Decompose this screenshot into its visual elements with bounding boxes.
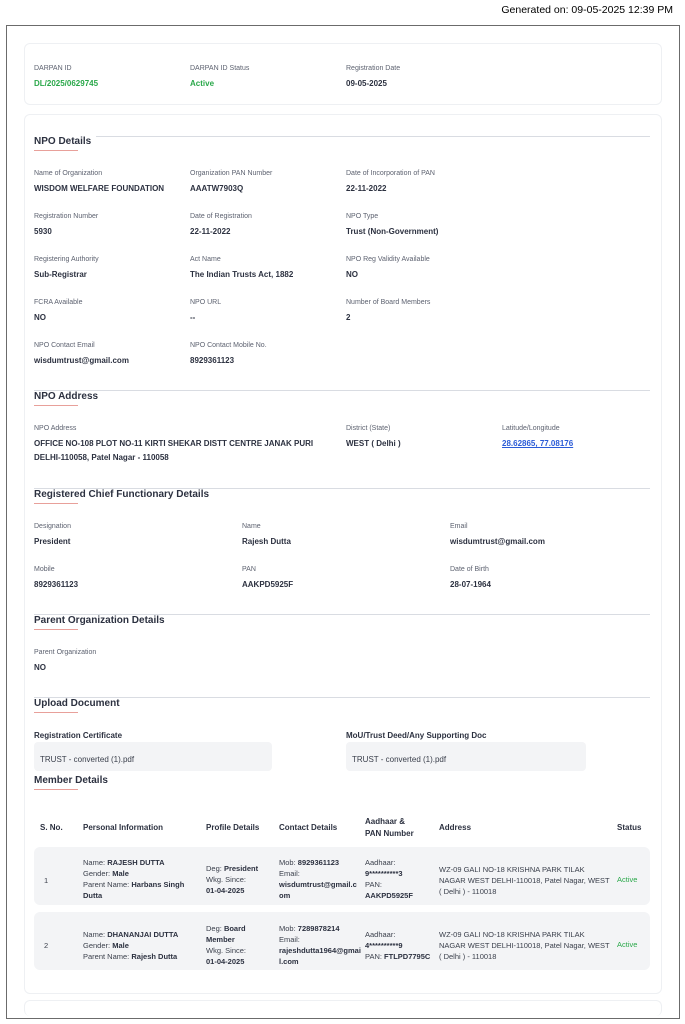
member-email: wisdumtrust@gmail.com: [279, 880, 357, 900]
chief-email-value: wisdumtrust@gmail.com: [450, 537, 545, 546]
chief-mobile-value: 8929361123: [34, 580, 79, 589]
org-name-value: WISDOM WELFARE FOUNDATION: [34, 184, 165, 193]
row-aadhaar-pan: [365, 857, 437, 901]
mob-label: Mob:: [279, 924, 296, 933]
col-personal-info: Personal Information: [83, 823, 164, 832]
member-designation: President: [223, 864, 259, 873]
row-address: WZ-09 GALI NO-18 KRISHNA PARK TILAK NAGAR WEST DELHI-110018, Patel Nagar, WEST ( Delhi ) - 110018: [439, 865, 610, 896]
npo-url-label: NPO URL: [190, 299, 222, 306]
npo-address-value: OFFICE NO-108 PLOT NO-11 KIRTI SHEKAR DISTT CENTRE JANAK PURI DELHI-110058, Patel Nagar - 110058: [34, 439, 314, 462]
member-mobile: 8929361123: [297, 858, 340, 867]
gender-label: Gender:: [83, 941, 111, 950]
name-label: Name:: [83, 930, 106, 939]
reg-validity-label: NPO Reg Validity Available: [346, 256, 430, 263]
footer-card: [24, 1000, 662, 1016]
chief-pan-label: PAN: [242, 566, 256, 573]
npo-address-top-divider: [34, 390, 650, 391]
npo-address-underline: [34, 405, 78, 406]
status-badge: Active: [617, 940, 638, 949]
upload-top-divider: [34, 697, 650, 698]
mou-file[interactable]: TRUST - converted (1).pdf: [346, 742, 586, 771]
upload-doc-title: Upload Document: [34, 698, 120, 709]
reg-number-value: 5930: [34, 227, 52, 236]
org-pan-label: Organization PAN Number: [190, 170, 273, 177]
npo-address-title: NPO Address: [34, 391, 99, 402]
date-of-registration-value: 22-11-2022: [190, 227, 231, 236]
parent-org-underline: [34, 629, 78, 630]
pan-label: PAN:: [365, 880, 382, 889]
member-name: RAJESH DUTTA: [107, 858, 165, 867]
member-mobile: 7289878214: [297, 924, 340, 933]
darpan-status-value: Active: [190, 79, 215, 88]
col-aadhaar-line2: PAN Number: [365, 829, 414, 838]
district-value: WEST ( Delhi ): [346, 439, 401, 448]
contact-mobile-value: 8929361123: [190, 356, 235, 365]
org-name-label: Name of Organization: [34, 170, 103, 177]
gender-label: Gender:: [83, 869, 111, 878]
latlong-label: Latitude/Longitude: [502, 425, 560, 432]
reg-certificate-file[interactable]: TRUST - converted (1).pdf: [34, 742, 272, 771]
aadhaar-label: Aadhaar:: [365, 858, 396, 867]
deg-label: Deg:: [206, 864, 222, 873]
parent-label: Parent Name:: [83, 952, 130, 961]
col-address: Address: [439, 823, 472, 832]
col-contact-details: Contact Details: [279, 823, 338, 832]
chief-dob-value: 28-07-1964: [450, 580, 491, 589]
contact-email-value: wisdumtrust@gmail.com: [34, 356, 129, 365]
pan-label: PAN:: [365, 952, 382, 961]
registration-date-label: Registration Date: [346, 65, 401, 72]
chief-email-label: Email: [450, 523, 468, 530]
member-pan: FTLPD7795C: [384, 952, 431, 961]
npo-details-title: NPO Details: [34, 136, 92, 147]
org-pan-value: AAATW7903Q: [190, 184, 244, 193]
member-gender: Male: [112, 869, 129, 878]
mob-label: Mob:: [279, 858, 296, 867]
since-label: Wkg. Since:: [206, 875, 247, 884]
member-details-title: Member Details: [34, 775, 108, 786]
email-label: Email:: [279, 869, 300, 878]
npo-type-value: Trust (Non-Government): [346, 227, 439, 236]
chief-mobile-label: Mobile: [34, 566, 55, 573]
reg-number-label: Registration Number: [34, 213, 99, 220]
row-profile-details: [206, 863, 276, 896]
pan-date-value: 22-11-2022: [346, 184, 387, 193]
row-sno: 1: [44, 876, 49, 885]
row-address: WZ-09 GALI NO-18 KRISHNA PARK TILAK NAGAR WEST DELHI-110018, Patel Nagar, WEST ( Delhi ) - 110018: [439, 930, 610, 961]
fcra-value: NO: [34, 313, 46, 322]
member-parent: Harbans Singh Dutta: [83, 880, 185, 900]
fcra-label: FCRA Available: [34, 299, 83, 306]
pan-date-label: Date of Incorporation of PAN: [346, 170, 435, 177]
act-name-label: Act Name: [190, 256, 221, 263]
generated-timestamp: Generated on: 09-05-2025 12:39 PM: [501, 4, 673, 16]
parent-org-value: NO: [34, 663, 46, 672]
aadhaar-label: Aadhaar:: [365, 930, 396, 939]
since-label: Wkg. Since:: [206, 946, 247, 955]
mou-heading: MoU/Trust Deed/Any Supporting Doc: [346, 731, 487, 740]
member-pan: AAKPD5925F: [365, 891, 413, 900]
row-contact-details: [279, 923, 361, 967]
upload-doc-underline: [34, 712, 78, 713]
reg-certificate-heading: Registration Certificate: [34, 731, 123, 740]
registration-date-value: 09-05-2025: [346, 79, 387, 88]
row-personal-info: [83, 857, 201, 901]
registering-authority-label: Registering Authority: [34, 256, 99, 263]
chief-name-label: Name: [242, 523, 261, 530]
chief-dob-label: Date of Birth: [450, 566, 489, 573]
board-members-value: 2: [346, 313, 351, 322]
contact-email-label: NPO Contact Email: [34, 342, 95, 349]
chief-details-title: Registered Chief Functionary Details: [34, 489, 210, 500]
npo-url-value: --: [190, 313, 196, 322]
npo-details-divider: [96, 136, 650, 137]
member-name: DHANANJAI DUTTA: [107, 930, 179, 939]
row-personal-info: [83, 929, 201, 962]
npo-details-underline: [34, 150, 78, 151]
reg-validity-value: NO: [346, 270, 358, 279]
status-badge: Active: [617, 875, 638, 884]
darpan-id-value: DL/2025/0629745: [34, 79, 99, 88]
row-contact-details: [279, 857, 361, 901]
district-label: District (State): [346, 425, 391, 432]
latlong-link[interactable]: 28.62865, 77.08176: [502, 439, 574, 448]
name-label: Name:: [83, 858, 106, 867]
parent-org-label: Parent Organization: [34, 649, 97, 656]
col-aadhaar-line1: Aadhaar &: [365, 817, 406, 826]
member-since: 01-04-2025: [206, 886, 245, 895]
col-aadhaar-pan: [365, 816, 414, 840]
col-profile-details: Profile Details: [206, 823, 260, 832]
npo-address-label: NPO Address: [34, 425, 77, 432]
contact-mobile-label: NPO Contact Mobile No.: [190, 342, 267, 349]
parent-label: Parent Name:: [83, 880, 130, 889]
member-gender: Male: [112, 941, 129, 950]
row-sno: 2: [44, 941, 49, 950]
member-email: rajeshdutta1964@gmail.com: [279, 946, 361, 966]
act-name-value: The Indian Trusts Act, 1882: [190, 270, 294, 279]
member-aadhaar: 9**********3: [365, 869, 403, 878]
member-parent: Rajesh Dutta: [131, 952, 178, 961]
member-since: 01-04-2025: [206, 957, 245, 966]
darpan-summary-card: [24, 43, 662, 105]
darpan-id-label: DARPAN ID: [34, 65, 72, 72]
col-sno: S. No.: [40, 823, 63, 832]
npo-type-label: NPO Type: [346, 213, 379, 220]
deg-label: Deg:: [206, 924, 222, 933]
member-designation: Board Member: [206, 924, 246, 944]
col-status: Status: [617, 823, 642, 832]
date-of-registration-label: Date of Registration: [190, 213, 252, 220]
registering-authority-value: Sub-Registrar: [34, 270, 87, 279]
row-aadhaar-pan: [365, 929, 437, 962]
member-details-underline: [34, 789, 78, 790]
board-members-label: Number of Board Members: [346, 299, 431, 306]
parent-org-title: Parent Organization Details: [34, 615, 165, 626]
row-profile-details: [206, 923, 272, 967]
chief-name-value: Rajesh Dutta: [242, 537, 291, 546]
email-label: Email:: [279, 935, 300, 944]
chief-pan-value: AAKPD5925F: [242, 580, 294, 589]
darpan-status-label: DARPAN ID Status: [190, 65, 250, 72]
designation-value: President: [34, 537, 71, 546]
designation-label: Designation: [34, 523, 71, 530]
member-aadhaar: 4**********9: [365, 941, 403, 950]
chief-details-underline: [34, 503, 78, 504]
